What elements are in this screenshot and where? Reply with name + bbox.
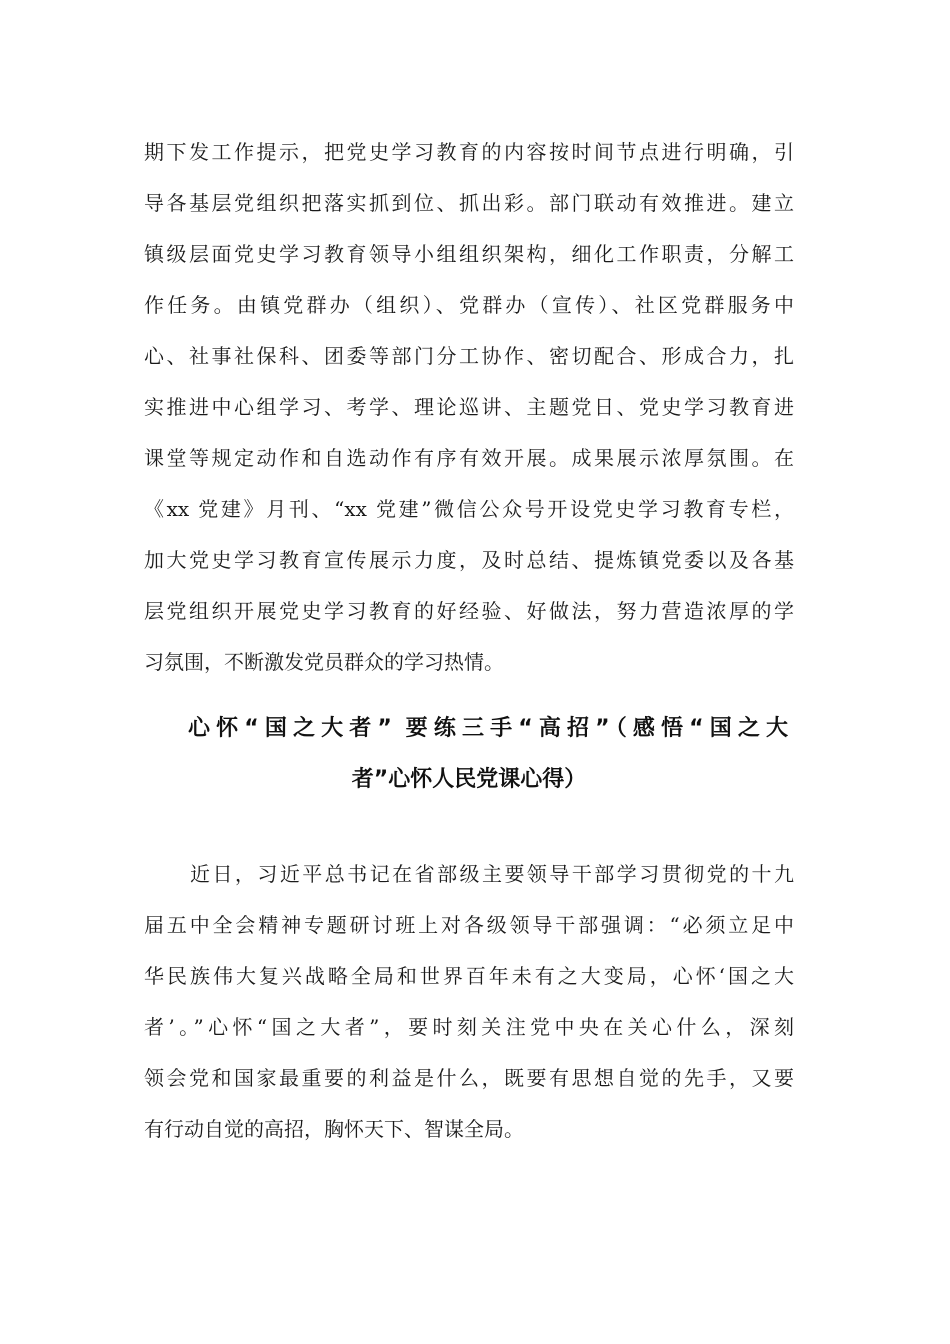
paragraph-1-line-4: 作任务。由镇党群办（组织）、党群办（宣传）、社区党群服务中 — [144, 293, 794, 317]
paragraph-2-line-5: 领会党和国家最重要的利益是什么，既要有思想自觉的先手，又要 — [144, 1066, 794, 1090]
paragraph-1-line-5: 心、社事社保科、团委等部门分工协作、密切配合、形成合力，扎 — [144, 344, 794, 368]
paragraph-1-line-2: 导各基层党组织把落实抓到位、抓出彩。部门联动有效推进。建立 — [144, 191, 794, 215]
paragraph-2-line-4: 者’。”心怀“国之大者”，要时刻关注党中央在关心什么，深刻 — [144, 1015, 794, 1039]
paragraph-1-line-7: 课堂等规定动作和自选动作有序有效开展。成果展示浓厚氛围。在 — [144, 446, 794, 470]
paragraph-1-line-3: 镇级层面党史学习教育领导小组组织架构，细化工作职责，分解工 — [144, 242, 794, 266]
paragraph-2-line-1: 近日，习近平总书记在省部级主要领导干部学习贯彻党的十九 — [190, 862, 794, 886]
paragraph-1-line-8: 《xx 党建》月刊、“xx 党建”微信公众号开设党史学习教育专栏， — [144, 497, 794, 521]
paragraph-1-line-6: 实推进中心组学习、考学、理论巡讲、主题党日、党史学习教育进 — [144, 395, 794, 419]
paragraph-1-line-9: 加大党史学习教育宣传展示力度，及时总结、提炼镇党委以及各基 — [144, 548, 794, 572]
paragraph-1-line-11: 习氛围，不断激发党员群众的学习热情。 — [144, 650, 504, 674]
section-title-line-1: 心怀“国之大者” 要练三手“高招”（感悟“国之大 — [188, 716, 788, 741]
paragraph-1-line-10: 层党组织开展党史学习教育的好经验、好做法，努力营造浓厚的学 — [144, 599, 794, 623]
paragraph-2-line-6: 有行动自觉的高招，胸怀天下、智谋全局。 — [144, 1117, 524, 1141]
paragraph-2-line-3: 华民族伟大复兴战略全局和世界百年未有之大变局，心怀‘国之大 — [144, 964, 794, 988]
paragraph-1-line-1: 期下发工作提示，把党史学习教育的内容按时间节点进行明确，引 — [144, 140, 794, 164]
paragraph-2-line-2: 届五中全会精神专题研讨班上对各级领导干部强调：“必须立足中 — [144, 913, 794, 937]
section-title-line-2: 者”心怀人民党课心得） — [351, 767, 587, 792]
